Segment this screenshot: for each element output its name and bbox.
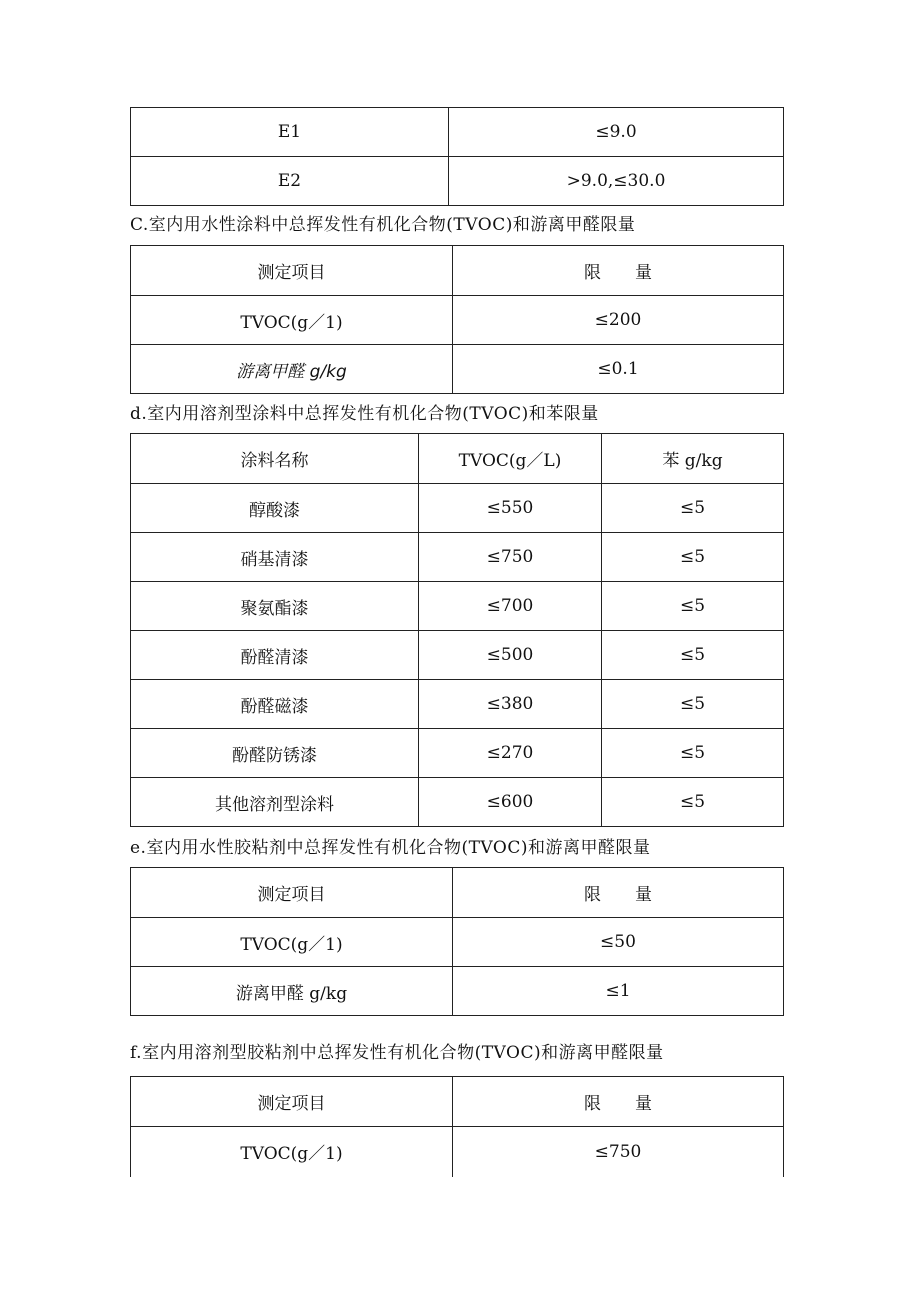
header-item: 测定项目 xyxy=(131,868,453,918)
limit-cell: ≤750 xyxy=(453,1127,784,1177)
benzene-cell: ≤5 xyxy=(602,778,784,827)
benzene-cell: ≤5 xyxy=(602,729,784,778)
header-item: 测定项目 xyxy=(131,246,453,296)
grade-cell: E1 xyxy=(131,108,449,157)
table-header-row xyxy=(131,868,784,918)
section-d-title: d.室内用溶剂型涂料中总挥发性有机化合物(TVOC)和苯限量 xyxy=(130,404,599,424)
table-row xyxy=(131,582,784,631)
item-cell: TVOC(g／1) xyxy=(131,296,453,345)
benzene-cell: ≤5 xyxy=(602,631,784,680)
tvoc-cell: ≤500 xyxy=(419,631,602,680)
limit-cell: ≤0.1 xyxy=(453,345,784,394)
limit-cell: ≤50 xyxy=(453,918,784,967)
table-row xyxy=(131,108,784,157)
item-cell: 游离甲醛 g/kg xyxy=(131,345,453,394)
name-cell: 酚醛防锈漆 xyxy=(131,729,419,778)
name-cell: 酚醛清漆 xyxy=(131,631,419,680)
table-header-row xyxy=(131,246,784,296)
name-cell: 聚氨酯漆 xyxy=(131,582,419,631)
benzene-cell: ≤5 xyxy=(602,533,784,582)
table-row xyxy=(131,296,784,345)
table-row xyxy=(131,680,784,729)
section-c-title: C.室内用水性涂料中总挥发性有机化合物(TVOC)和游离甲醛限量 xyxy=(130,215,636,235)
limit-cell: >9.0,≤30.0 xyxy=(449,157,784,206)
table-row xyxy=(131,1127,784,1177)
table-row xyxy=(131,778,784,827)
table-row xyxy=(131,533,784,582)
benzene-cell: ≤5 xyxy=(602,680,784,729)
limit-cell: ≤9.0 xyxy=(449,108,784,157)
benzene-cell: ≤5 xyxy=(602,582,784,631)
header-limit: 限 量 xyxy=(453,868,784,918)
table-row xyxy=(131,918,784,967)
benzene-cell: ≤5 xyxy=(602,484,784,533)
limit-cell: ≤200 xyxy=(453,296,784,345)
table-row xyxy=(131,345,784,394)
header-limit: 限 量 xyxy=(453,1077,784,1127)
tvoc-cell: ≤380 xyxy=(419,680,602,729)
header-tvoc: TVOC(g／L) xyxy=(419,434,602,484)
table-row xyxy=(131,631,784,680)
section-c-table xyxy=(130,245,784,394)
header-benzene: 苯 g/kg xyxy=(602,434,784,484)
name-cell: 硝基清漆 xyxy=(131,533,419,582)
formaldehyde-grade-table xyxy=(130,107,784,206)
tvoc-cell: ≤750 xyxy=(419,533,602,582)
tvoc-cell: ≤600 xyxy=(419,778,602,827)
limit-cell: ≤1 xyxy=(453,967,784,1016)
section-e-table xyxy=(130,867,784,1016)
section-d-table xyxy=(130,433,784,827)
header-name: 涂料名称 xyxy=(131,434,419,484)
table-row xyxy=(131,729,784,778)
item-cell: TVOC(g／1) xyxy=(131,918,453,967)
section-e-title: e.室内用水性胶粘剂中总挥发性有机化合物(TVOC)和游离甲醛限量 xyxy=(130,838,651,858)
name-cell: 酚醛磁漆 xyxy=(131,680,419,729)
tvoc-cell: ≤270 xyxy=(419,729,602,778)
header-limit: 限 量 xyxy=(453,246,784,296)
grade-cell: E2 xyxy=(131,157,449,206)
name-cell: 醇酸漆 xyxy=(131,484,419,533)
tvoc-cell: ≤700 xyxy=(419,582,602,631)
table-row xyxy=(131,157,784,206)
section-f-title: f.室内用溶剂型胶粘剂中总挥发性有机化合物(TVOC)和游离甲醛限量 xyxy=(130,1043,664,1063)
item-cell: 游离甲醛 g/kg xyxy=(131,967,453,1016)
name-cell: 其他溶剂型涂料 xyxy=(131,778,419,827)
table-row xyxy=(131,967,784,1016)
table-row xyxy=(131,484,784,533)
tvoc-cell: ≤550 xyxy=(419,484,602,533)
table-header-row xyxy=(131,1077,784,1127)
section-f-table xyxy=(130,1076,784,1177)
header-item: 测定项目 xyxy=(131,1077,453,1127)
item-cell: TVOC(g／1) xyxy=(131,1127,453,1177)
table-header-row xyxy=(131,434,784,484)
